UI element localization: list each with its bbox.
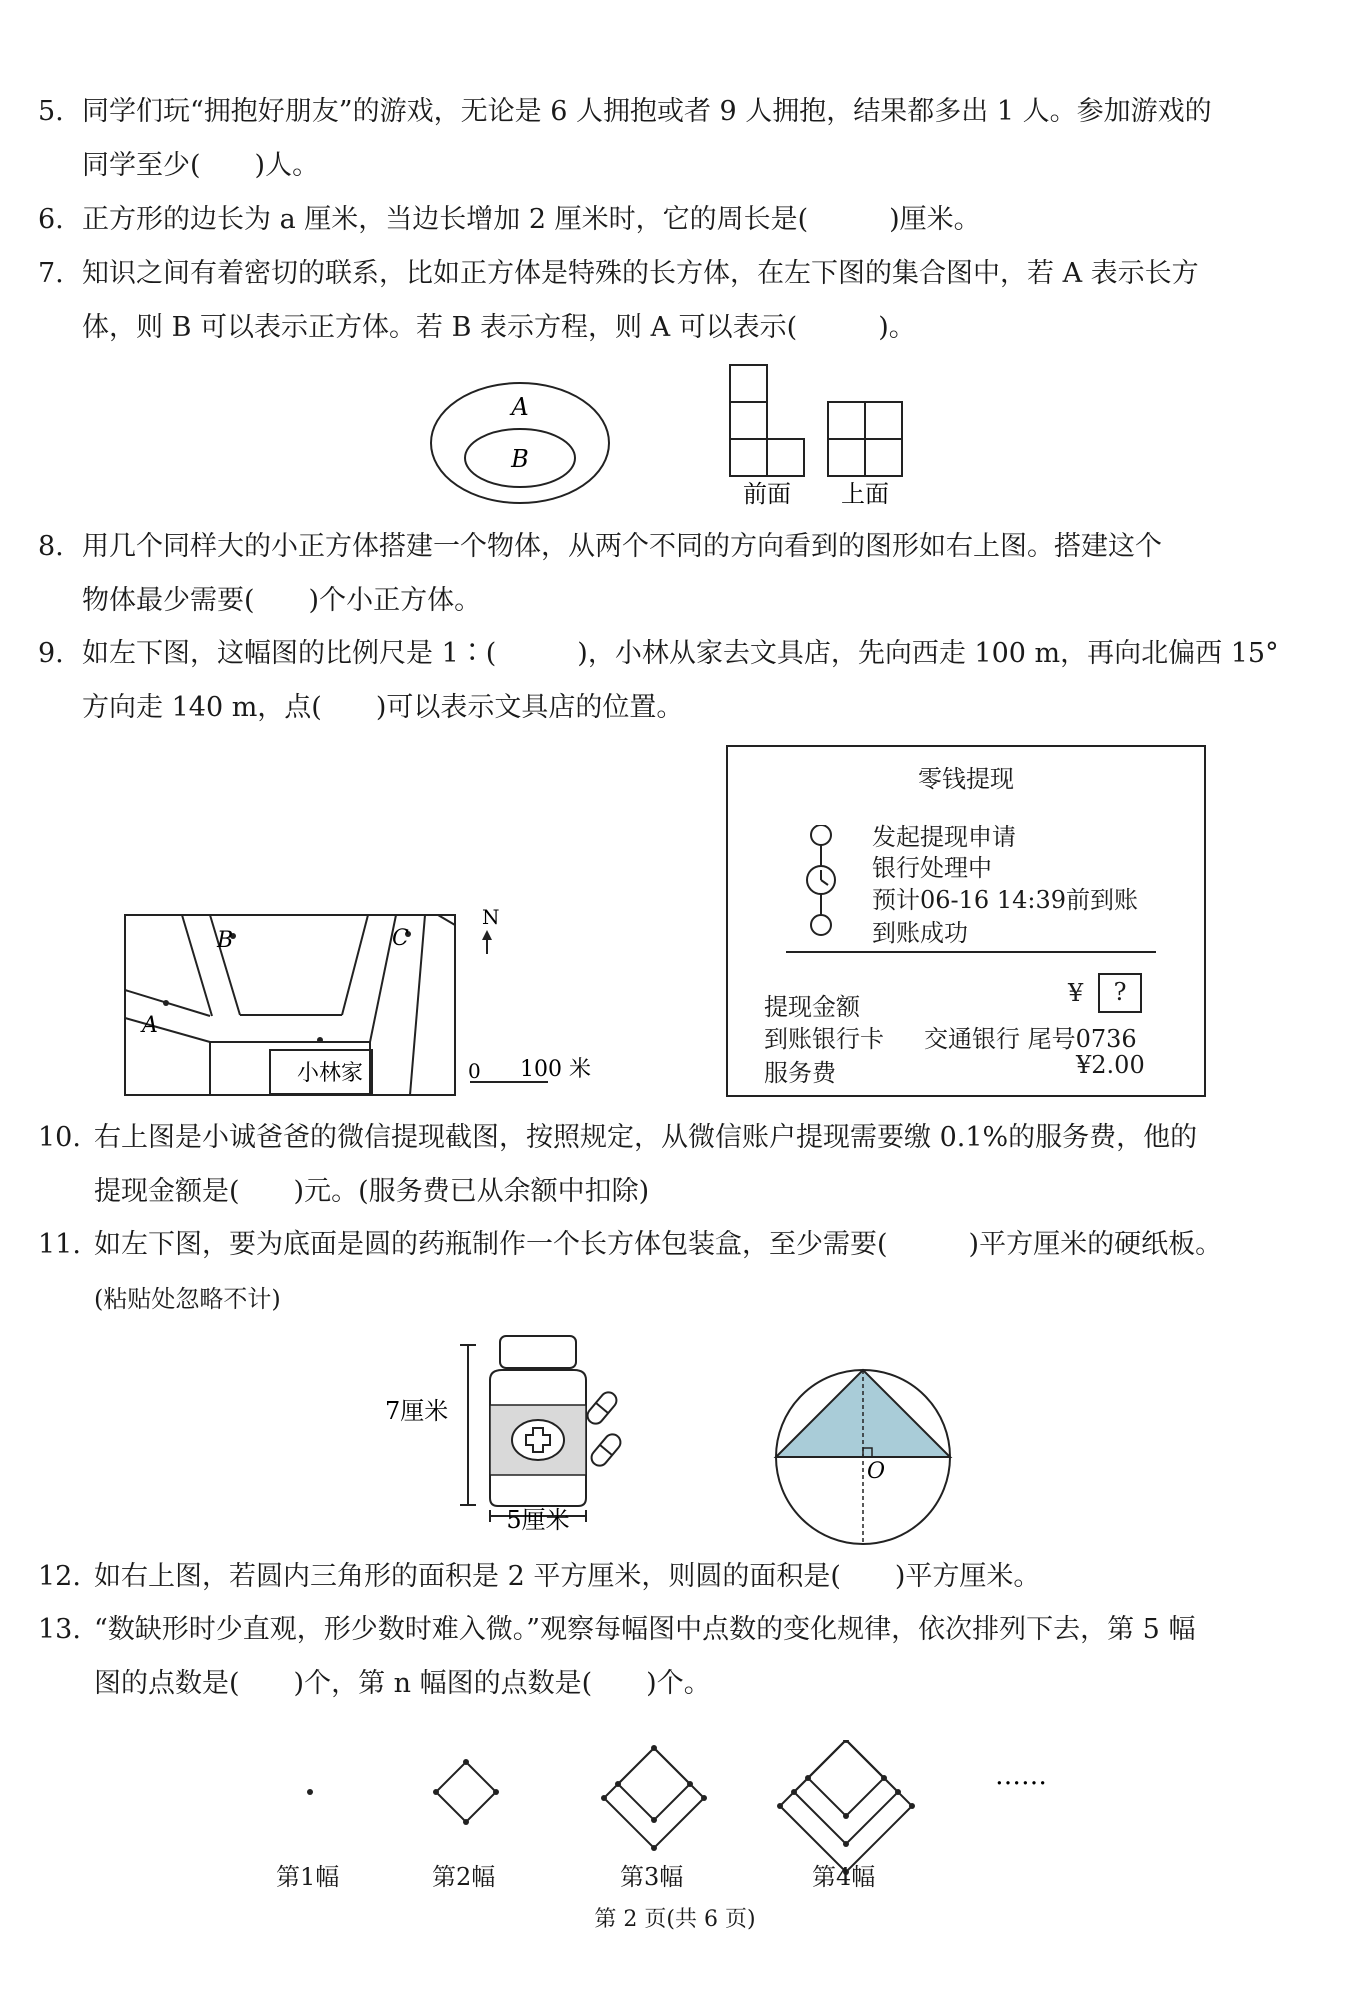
amount-symbol: ¥ bbox=[1068, 979, 1084, 1007]
pattern-label-2: 第2幅 bbox=[432, 1863, 496, 1891]
question-text: 体，则 B 可以表示正方体。若 B 表示方程，则 A 可以表示( )。 bbox=[82, 312, 916, 343]
fee-label: 服务费 bbox=[764, 1059, 836, 1087]
top-view bbox=[828, 402, 902, 476]
label-c: C bbox=[392, 926, 409, 951]
question-text: 物体最少需要( )个小正方体。 bbox=[82, 585, 482, 616]
question-text: 图的点数是( )个，第 n 幅图的点数是( )个。 bbox=[94, 1668, 711, 1699]
scale-text: 100 米 bbox=[520, 1057, 591, 1082]
street-map bbox=[120, 900, 620, 1100]
question-text: 如右上图，若圆内三角形的面积是 2 平方厘米，则圆的面积是( )平方厘米。 bbox=[94, 1561, 1041, 1592]
question-text: 用几个同样大的小正方体搭建一个物体，从两个不同的方向看到的图形如右上图。搭建这个 bbox=[82, 531, 1162, 562]
divider bbox=[786, 951, 1156, 953]
question-text: 同学至少( )人。 bbox=[82, 150, 320, 181]
question-text: 正方形的边长为 a 厘米，当边长增加 2 厘米时，它的周长是( )厘米。 bbox=[82, 204, 981, 235]
question-number: 7. bbox=[38, 258, 64, 289]
question-text: 右上图是小诚爸爸的微信提现截图，按照规定，从微信账户提现需要缴 0.1%的服务费，他的 bbox=[94, 1122, 1198, 1153]
wechat-withdraw-panel bbox=[726, 745, 1206, 1097]
center-label: O bbox=[867, 1459, 886, 1484]
step-dot bbox=[811, 825, 831, 845]
north-arrowhead-icon bbox=[482, 930, 492, 940]
dot-patterns bbox=[240, 1740, 1140, 1890]
question-note: (粘贴处忽略不计) bbox=[94, 1285, 281, 1313]
label-b: B bbox=[217, 928, 234, 953]
ellipsis: …… bbox=[995, 1761, 1047, 1791]
question-8 bbox=[38, 520, 1308, 628]
pattern-label-4: 第4幅 bbox=[812, 1863, 876, 1891]
venn-label-a: A bbox=[511, 393, 529, 421]
question-number: 6. bbox=[38, 204, 64, 235]
question-text: 知识之间有着密切的联系，比如正方体是特殊的长方体，在左下图的集合图中，若 A 表示长方 bbox=[82, 258, 1199, 289]
venn-diagram bbox=[425, 378, 615, 508]
bottle-cap bbox=[500, 1336, 576, 1368]
question-number: 10. bbox=[38, 1122, 81, 1153]
question-text: 如左下图，要为底面是圆的药瓶制作一个长方体包装盒，至少需要( )平方厘米的硬纸板。 bbox=[94, 1229, 1223, 1260]
step-4: 到账成功 bbox=[872, 919, 968, 947]
pattern-label-3: 第3幅 bbox=[620, 1863, 684, 1891]
panel-title: 零钱提现 bbox=[918, 765, 1014, 793]
card-label: 到账银行卡 bbox=[764, 1025, 884, 1053]
question-number: 12. bbox=[38, 1561, 81, 1592]
question-text: “数缺形时少直观，形少数时难入微。”观察每幅图中点数的变化规律，依次排列下去，第 5 幅 bbox=[94, 1614, 1196, 1645]
pattern-1 bbox=[307, 1789, 313, 1795]
venn-label-b: B bbox=[511, 445, 529, 473]
pill-icon bbox=[588, 1431, 623, 1469]
question-7 bbox=[38, 247, 1308, 355]
question-10 bbox=[38, 1111, 1308, 1219]
question-9 bbox=[38, 627, 1308, 735]
pattern-3 bbox=[601, 1745, 707, 1851]
height-label: 7厘米 bbox=[385, 1397, 449, 1425]
question-number: 13. bbox=[38, 1614, 81, 1645]
top-view-label: 上面 bbox=[841, 480, 889, 508]
question-number: 11. bbox=[38, 1229, 81, 1260]
question-text: 同学们玩“拥抱好朋友”的游戏，无论是 6 人拥抱或者 9 人拥抱，结果都多出 1 人。参加游戏的 bbox=[82, 96, 1212, 127]
question-number: 8. bbox=[38, 531, 64, 562]
front-view bbox=[730, 365, 804, 476]
width-label: 5厘米 bbox=[506, 1506, 570, 1534]
label-a: A bbox=[142, 1013, 158, 1038]
step-1: 发起提现申请 bbox=[872, 823, 1016, 851]
question-text: 方向走 140 m，点( )可以表示文具店的位置。 bbox=[82, 692, 684, 723]
step-2: 银行处理中 bbox=[872, 854, 992, 882]
question-13 bbox=[38, 1603, 1308, 1711]
fee-value: ¥2.00 bbox=[1076, 1051, 1145, 1079]
card-value: 交通银行 尾号0736 bbox=[924, 1025, 1137, 1053]
question-text: 提现金额是( )元。(服务费已从余额中扣除) bbox=[94, 1176, 650, 1207]
question-number: 9. bbox=[38, 638, 64, 669]
page-footer: 第 2 页(共 6 页) bbox=[594, 1907, 756, 1932]
step-dot bbox=[811, 915, 831, 935]
pattern-4 bbox=[777, 1740, 915, 1875]
pattern-2 bbox=[433, 1759, 499, 1825]
home-label: 小林家 bbox=[296, 1061, 364, 1086]
medicine-bottle-figure bbox=[380, 1330, 640, 1540]
front-view-label: 前面 bbox=[743, 480, 791, 508]
pattern-label-1: 第1幅 bbox=[276, 1863, 340, 1891]
question-12 bbox=[38, 1550, 1308, 1604]
question-text: 如左下图，这幅图的比例尺是 1∶( )，小林从家去文具店，先向西走 100 m，再向北偏西 15° bbox=[82, 638, 1279, 669]
amount-unknown-box: ? bbox=[1098, 973, 1142, 1013]
question-number: 5. bbox=[38, 96, 64, 127]
amount-label: 提现金额 bbox=[764, 993, 860, 1021]
pill-icon bbox=[584, 1389, 619, 1427]
scale-zero: 0 bbox=[468, 1059, 481, 1083]
progress-timeline bbox=[806, 825, 836, 937]
step-3: 预计06-16 14:39前到账 bbox=[872, 886, 1138, 914]
home-point bbox=[317, 1037, 323, 1043]
question-6 bbox=[38, 193, 1308, 247]
question-11 bbox=[38, 1218, 1308, 1326]
circle-triangle-figure bbox=[765, 1368, 965, 1548]
point-a bbox=[163, 1000, 169, 1006]
north-label: N bbox=[482, 905, 500, 929]
cube-views bbox=[725, 360, 915, 510]
question-5 bbox=[38, 85, 1308, 193]
